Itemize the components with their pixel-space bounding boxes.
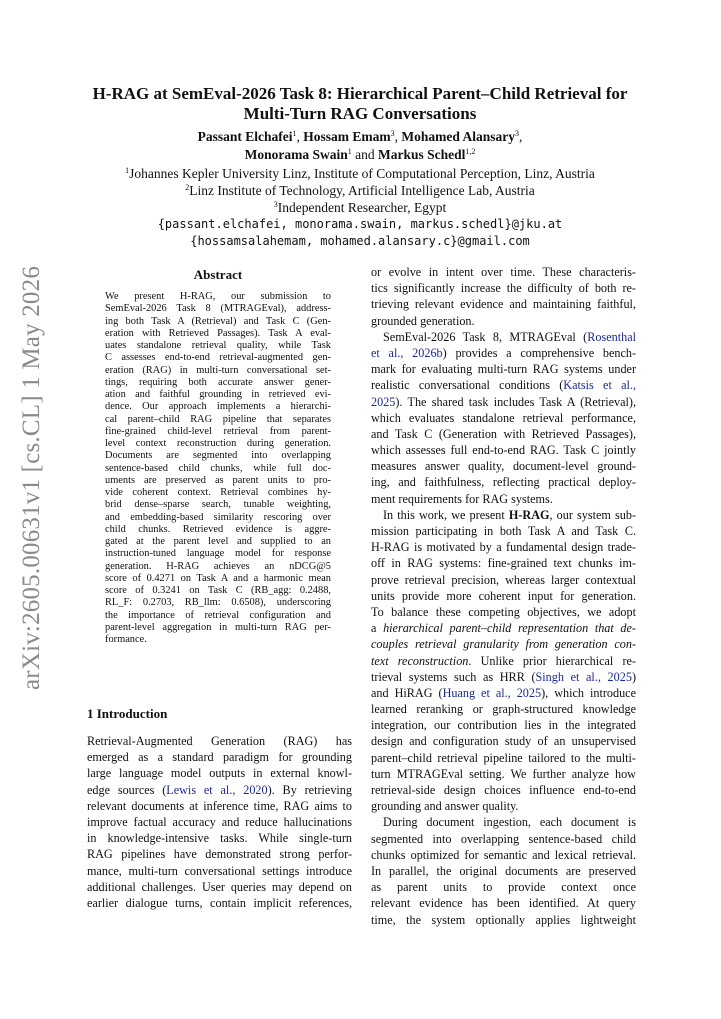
text-line [371,345,636,361]
text-run: segmented into overlapping sentence-based child [371,831,636,846]
text-line [371,750,636,766]
abstract-line: score of 0.4271 on Task A and a harmonic mean [105,572,331,584]
abstract-line: level context reconstruction during generation. [105,438,331,449]
abstract-line: Documents are segmented into overlapping [105,450,331,462]
text-run: edge sources ( [87,782,167,797]
text-line [87,846,352,862]
text-run: trieving relevant evidence and maintaining faithful, [371,297,636,312]
abstract-line: and embedding-based similarity rescoring over [105,511,331,523]
paper-title [60,84,660,124]
text-run: realistic conversational conditions ( [371,378,564,393]
text-run: a [371,621,384,636]
author-name: Passant Elchafei [197,129,293,144]
affiliation-text: Linz Institute of Technology, Artificial Intelligence Lab, Austria [189,182,535,198]
abstract-line: We present H-RAG, our submission to [105,291,331,302]
text-line [371,361,636,377]
text-line [371,329,636,345]
text-run: large language model outputs in external knowl- [87,766,352,781]
text-run: time, the system optionally applies lightweight [371,912,636,927]
abstract-line: C assesses end-to-end retrieval-augmented gen- [105,352,331,364]
text-line [371,669,636,685]
text-run: improve factual accuracy and reduce hallucinations [87,814,352,829]
text-line [371,507,636,523]
affiliation-mark: 2 [185,182,190,192]
affiliations [60,166,660,250]
text-run: which evaluates standalone retrieval performance, [371,410,636,425]
text-line [371,733,636,749]
text-line [371,296,636,312]
text-line [371,555,636,571]
text-run: retrieval-side design choices influence end-to-end [371,783,636,797]
text-run: To balance these competing objectives, we adopt [371,604,636,619]
text-line [87,895,352,911]
abstract-line: RL_F: 0.2703, RB_llm: 0.6508), underscoring [105,597,331,609]
text-line [371,539,636,555]
text-run: measures answer quality, document-level ground- [371,459,636,474]
affiliation-text: Independent Researcher, Egypt [277,199,447,215]
text-run: prove retrieval precision, whereas larger contextual [371,572,636,587]
emphasis-text: couples retrieval granularity from generation con- [371,637,636,652]
text-run: grounding and answer quality. [371,799,519,814]
abstract-line: fine-grained child-level retrieval from parent- [105,425,331,437]
author-affiliation-mark: 1 [292,129,297,138]
abstract-line: sentence-based child chunks, while full doc- [105,462,331,474]
abstract-line: formance. [105,634,147,645]
abstract-line: uates standalone retrieval quality, while Task [105,340,331,351]
text-line [371,717,636,733]
text-run: chunks optimized for semantic and lexical retrieval. [371,847,636,862]
text-run: In parallel, the original documents are preserved [371,863,636,878]
abstract-line: generation. H-RAG achieves an nDCG@5 [105,560,331,572]
text-run: SemEval-2026 Task 8, MTRAGEval ( [383,329,588,344]
email-line: {passant.elchafei, monorama.swain, markus.schedl}@jku.at [157,217,563,232]
text-run: additional challenges. User queries may depend on [87,879,352,894]
text-run: parent–child retrieval pipeline tailored to the multi- [371,750,636,765]
text-line [87,863,352,879]
text-run: ) [631,669,636,684]
text-run: mance, multi-turn conversational settings introduce [87,863,352,878]
text-line [87,814,352,830]
text-run: , our system sub- [549,507,636,522]
text-line [371,280,636,296]
emphasis-text: hierarchical parent–child representation that de- [383,621,636,636]
text-line [371,653,636,669]
text-line [371,377,636,393]
text-run: During document ingestion, each document is [383,815,636,830]
abstract-line: dence. Our approach implements a hierarchi- [105,401,331,413]
text-run: ). By retrieving [267,782,352,797]
affiliation-line [60,200,660,217]
text-run: off in RAG systems: fine-grained text chunks im- [371,556,636,571]
abstract-line: cal parent–child RAG pipeline that separates [105,413,331,425]
text-run: learned reranking or graph-structured knowledge [371,702,636,717]
text-line [371,701,636,717]
abstract-line: instruction-tuned language model for response [105,548,331,560]
abstract-line: eration (RAG) in multi-turn conversational set- [105,364,331,376]
abstract-line: ing both Task A (Retrieval) and Task C (Gen- [105,315,331,327]
text-run: turn MTRAGEval setting. We further analyze how [371,766,636,781]
text-run: integration, our contribution lies in the integrated [371,718,636,733]
text-line [371,604,636,620]
affiliation-mark: 1 [125,166,130,175]
text-line [371,394,636,410]
author-affiliation-mark: 3 [515,129,520,138]
text-run: units provide more coherent input for generation. [371,588,636,603]
citation-link[interactable]: Singh et al., 2025 [535,669,632,684]
author-affiliation-mark: 1 [347,147,352,156]
text-line [371,523,636,539]
arxiv-stamp: arXiv:2605.00631v1 [cs.CL] 1 May 2026 [18,265,45,690]
author-affiliation-mark: 3 [390,129,395,138]
author-conjunction: and [355,147,375,162]
text-run: as parent units to provide context once [371,880,636,895]
text-line [371,474,636,490]
abstract-line: SemEval-2026 Task 8 (MTRAGEval), address- [105,303,331,315]
section-heading-introduction: 1 Introduction [87,706,168,721]
author-name: Markus Schedl [378,147,466,162]
author-name: Monorama Swain [244,147,348,162]
author-list [60,128,660,164]
text-run: ). The shared task includes Task A (Retrieval), [395,394,636,409]
text-run: and Task C (Generation with Retrieved Passages), [371,426,636,441]
text-run: ) provides a comprehensive bench- [442,345,636,360]
text-line [87,749,352,765]
text-line [371,264,636,280]
text-line [371,895,636,911]
title-line-1: H-RAG at SemEval-2026 Task 8: Hierarchical Parent–Child Retrieval for [92,84,628,103]
abstract-line: uments are preserved as parent units to pro- [105,474,331,486]
left-column-text [87,733,352,911]
text-run: tics significantly increase the difficulty of both re- [371,281,636,296]
text-line [87,782,352,798]
text-line [371,426,636,442]
author-name: Hossam Emam [303,129,391,144]
text-line [371,588,636,604]
text-run: ing, and faithfulness, reflecting practical deploy- [371,475,636,490]
text-line [371,410,636,426]
text-run: In this work, we present [383,507,509,522]
text-line [371,798,636,814]
text-line [87,798,352,814]
author-line-2 [60,146,660,164]
abstract-line: eration with Retrieved Passages). Task A eval- [105,327,331,339]
text-line [371,912,636,928]
citation-link[interactable]: 2025 [371,394,396,409]
abstract-heading: Abstract [193,267,243,282]
abstract-body [105,291,331,646]
text-run: H-RAG is motivated by a fundamental design trade- [371,540,636,555]
text-run: relevant evidence has been identified. At query [371,896,636,911]
text-run: which assesses full end-to-end RAG. Task C jointly [371,443,636,458]
author-line-1: Passant Elchafei$^1$, Hossam Emam$^3$, Mohamed Alansary$^3$, [197,129,523,144]
text-line [371,782,636,798]
text-run: Retrieval-Augmented Generation (RAG) has [87,734,352,748]
text-run: earlier dialogue turns, contain implicit references, [87,895,352,910]
text-line [371,620,636,636]
text-line [87,830,352,846]
text-line [87,733,352,749]
emphasis-text: text reconstruction [371,653,469,668]
text-line [371,491,636,507]
text-run: RAG pipelines have demonstrated strong perfor- [87,847,352,862]
text-run: or evolve in intent over time. These characteris- [371,265,636,279]
abstract-line: vide coherent context. Retrieval combines hy- [105,487,331,498]
affiliation-line [60,166,660,183]
text-line [371,313,636,329]
text-line [371,685,636,701]
abstract-line: brid dense–sparse search, tunable weighting, [105,499,331,511]
text-line [371,572,636,588]
affiliation-line [60,183,660,200]
abstract-line: child chunks. Retrieved evidence is aggre- [105,523,331,535]
abstract-line: gated at the parent level and supplied to an [105,536,331,547]
system-name: H-RAG [508,507,550,522]
text-run: ), which introduce [541,685,636,700]
text-run: ment requirements for RAG systems. [371,491,553,506]
author-affiliation-mark: 1,2 [465,147,476,156]
text-run: relevant documents at inference time, RAG aims to [87,798,352,813]
text-line [371,831,636,847]
text-run: design and configuration study of an unsupervised [371,734,636,749]
text-line [371,879,636,895]
author-name: Mohamed Alansary [401,129,516,144]
title-line-2: Multi-Turn RAG Conversations [243,104,477,123]
text-line [87,765,352,781]
text-line [87,879,352,895]
right-column-text [371,264,636,928]
text-line [371,847,636,863]
text-run: grounded generation. [371,313,475,328]
affiliation-mark: 3 [273,199,278,209]
affiliation-text: Johannes Kepler University Linz, Institute of Computational Perception, Linz, Austria [129,166,595,181]
citation-link[interactable]: et al., 2026b [371,345,443,360]
text-line [371,863,636,879]
citation-link[interactable]: Katsis et al., [563,378,636,393]
citation-link[interactable]: Lewis et al., 2020 [166,782,268,797]
citation-link[interactable]: Rosenthal [587,329,636,344]
email-line: {hossamsalahemam, mohamed.alansary.c}@gmail.com [190,234,530,249]
text-line [371,458,636,474]
abstract-line: parent-level aggregation in multi-turn RAG per- [105,621,331,633]
abstract-line: the importance of retrieval configuration and [105,609,331,621]
text-run: and HiRAG ( [371,685,443,700]
text-line [371,636,636,652]
text-line [371,814,636,830]
abstract-line: tings, requiring both accurate answer gener- [105,376,331,388]
citation-link[interactable]: Huang et al., 2025 [442,685,542,700]
text-line [371,766,636,782]
abstract-line: ation and faithful grounding in retrieved evi- [105,389,331,400]
text-run: mission participating in both Task A and Task C. [371,524,636,538]
text-run: mark for evaluating multi-turn RAG systems under [371,362,636,377]
text-run: trieval systems such as HRR ( [371,669,536,684]
text-run: in knowledge-intensive tasks. While single-turn [87,831,352,846]
text-run: emerged as a standard paradigm for grounding [87,750,352,765]
text-line [371,442,636,458]
text-run: . Unlike prior hierarchical re- [468,653,636,668]
abstract-line: score of 0.3241 on Task C (RB_agg: 0.2488, [105,585,331,596]
